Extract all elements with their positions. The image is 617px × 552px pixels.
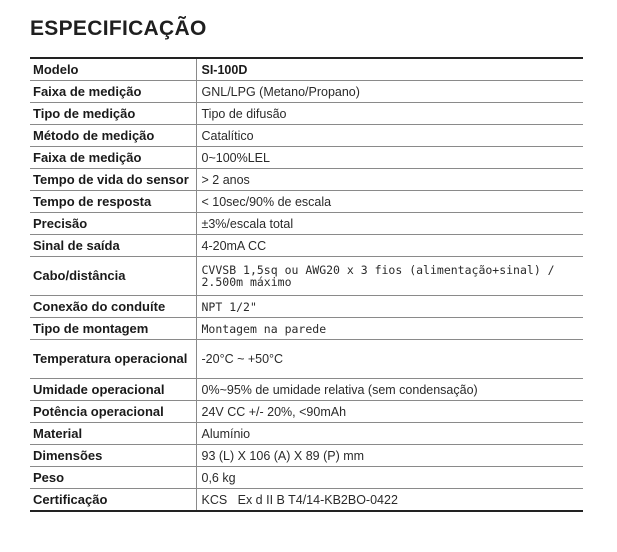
table-row: [30, 81, 583, 103]
spec-value: GNL/LPG (Metano/Propano): [196, 81, 583, 103]
spec-label: Peso: [30, 467, 196, 489]
table-row: [30, 103, 583, 125]
spec-label: Sinal de saída: [30, 235, 196, 257]
spec-value: CVVSB 1,5sq ou AWG20 x 3 fios (alimentação+sinal) / 2.500m máximo: [196, 257, 583, 296]
table-row: [30, 169, 583, 191]
table-row: [30, 340, 583, 379]
spec-label: Cabo/distância: [30, 257, 196, 296]
table-row: [30, 467, 583, 489]
table-row: [30, 401, 583, 423]
spec-label: Modelo: [30, 58, 196, 81]
spec-label: Conexão do conduíte: [30, 296, 196, 318]
spec-value: KCS Ex d II B T4/14-KB2BO-0422: [196, 489, 583, 512]
table-row: [30, 257, 583, 296]
spec-label: Tempo de vida do sensor: [30, 169, 196, 191]
spec-label: Tipo de medição: [30, 103, 196, 125]
table-row: [30, 296, 583, 318]
spec-value: < 10sec/90% de escala: [196, 191, 583, 213]
table-row: [30, 235, 583, 257]
table-row: [30, 213, 583, 235]
spec-value: 0~100%LEL: [196, 147, 583, 169]
table-row: [30, 125, 583, 147]
spec-value: ±3%/escala total: [196, 213, 583, 235]
table-row: [30, 191, 583, 213]
spec-label: Dimensões: [30, 445, 196, 467]
table-row: [30, 58, 583, 81]
spec-value: Alumínio: [196, 423, 583, 445]
spec-label: Faixa de medição: [30, 81, 196, 103]
spec-label: Certificação: [30, 489, 196, 512]
spec-value: SI-100D: [196, 58, 583, 81]
spec-value: Montagem na parede: [196, 318, 583, 340]
page-title: ESPECIFICAÇÃO: [30, 17, 207, 40]
spec-label: Temperatura operacional: [30, 340, 196, 379]
spec-value: 0,6 kg: [196, 467, 583, 489]
spec-label: Potência operacional: [30, 401, 196, 423]
spec-label: Material: [30, 423, 196, 445]
table-row: [30, 318, 583, 340]
spec-value: > 2 anos: [196, 169, 583, 191]
spec-value: NPT 1/2": [196, 296, 583, 318]
specification-table: [30, 57, 583, 512]
table-row: [30, 445, 583, 467]
spec-label: Faixa de medição: [30, 147, 196, 169]
table-row: [30, 489, 583, 512]
spec-label: Tipo de montagem: [30, 318, 196, 340]
spec-value: 93 (L) X 106 (A) X 89 (P) mm: [196, 445, 583, 467]
table-row: [30, 147, 583, 169]
spec-value: 4-20mA CC: [196, 235, 583, 257]
spec-value: Tipo de difusão: [196, 103, 583, 125]
spec-label: Tempo de resposta: [30, 191, 196, 213]
spec-label: Precisão: [30, 213, 196, 235]
table-row: [30, 423, 583, 445]
spec-label: Umidade operacional: [30, 379, 196, 401]
spec-value: 0%~95% de umidade relativa (sem condensação): [196, 379, 583, 401]
spec-value: Catalítico: [196, 125, 583, 147]
spec-value: -20°C ~ +50°C: [196, 340, 583, 379]
spec-label: Método de medição: [30, 125, 196, 147]
table-row: [30, 379, 583, 401]
spec-value: 24V CC +/- 20%, <90mAh: [196, 401, 583, 423]
